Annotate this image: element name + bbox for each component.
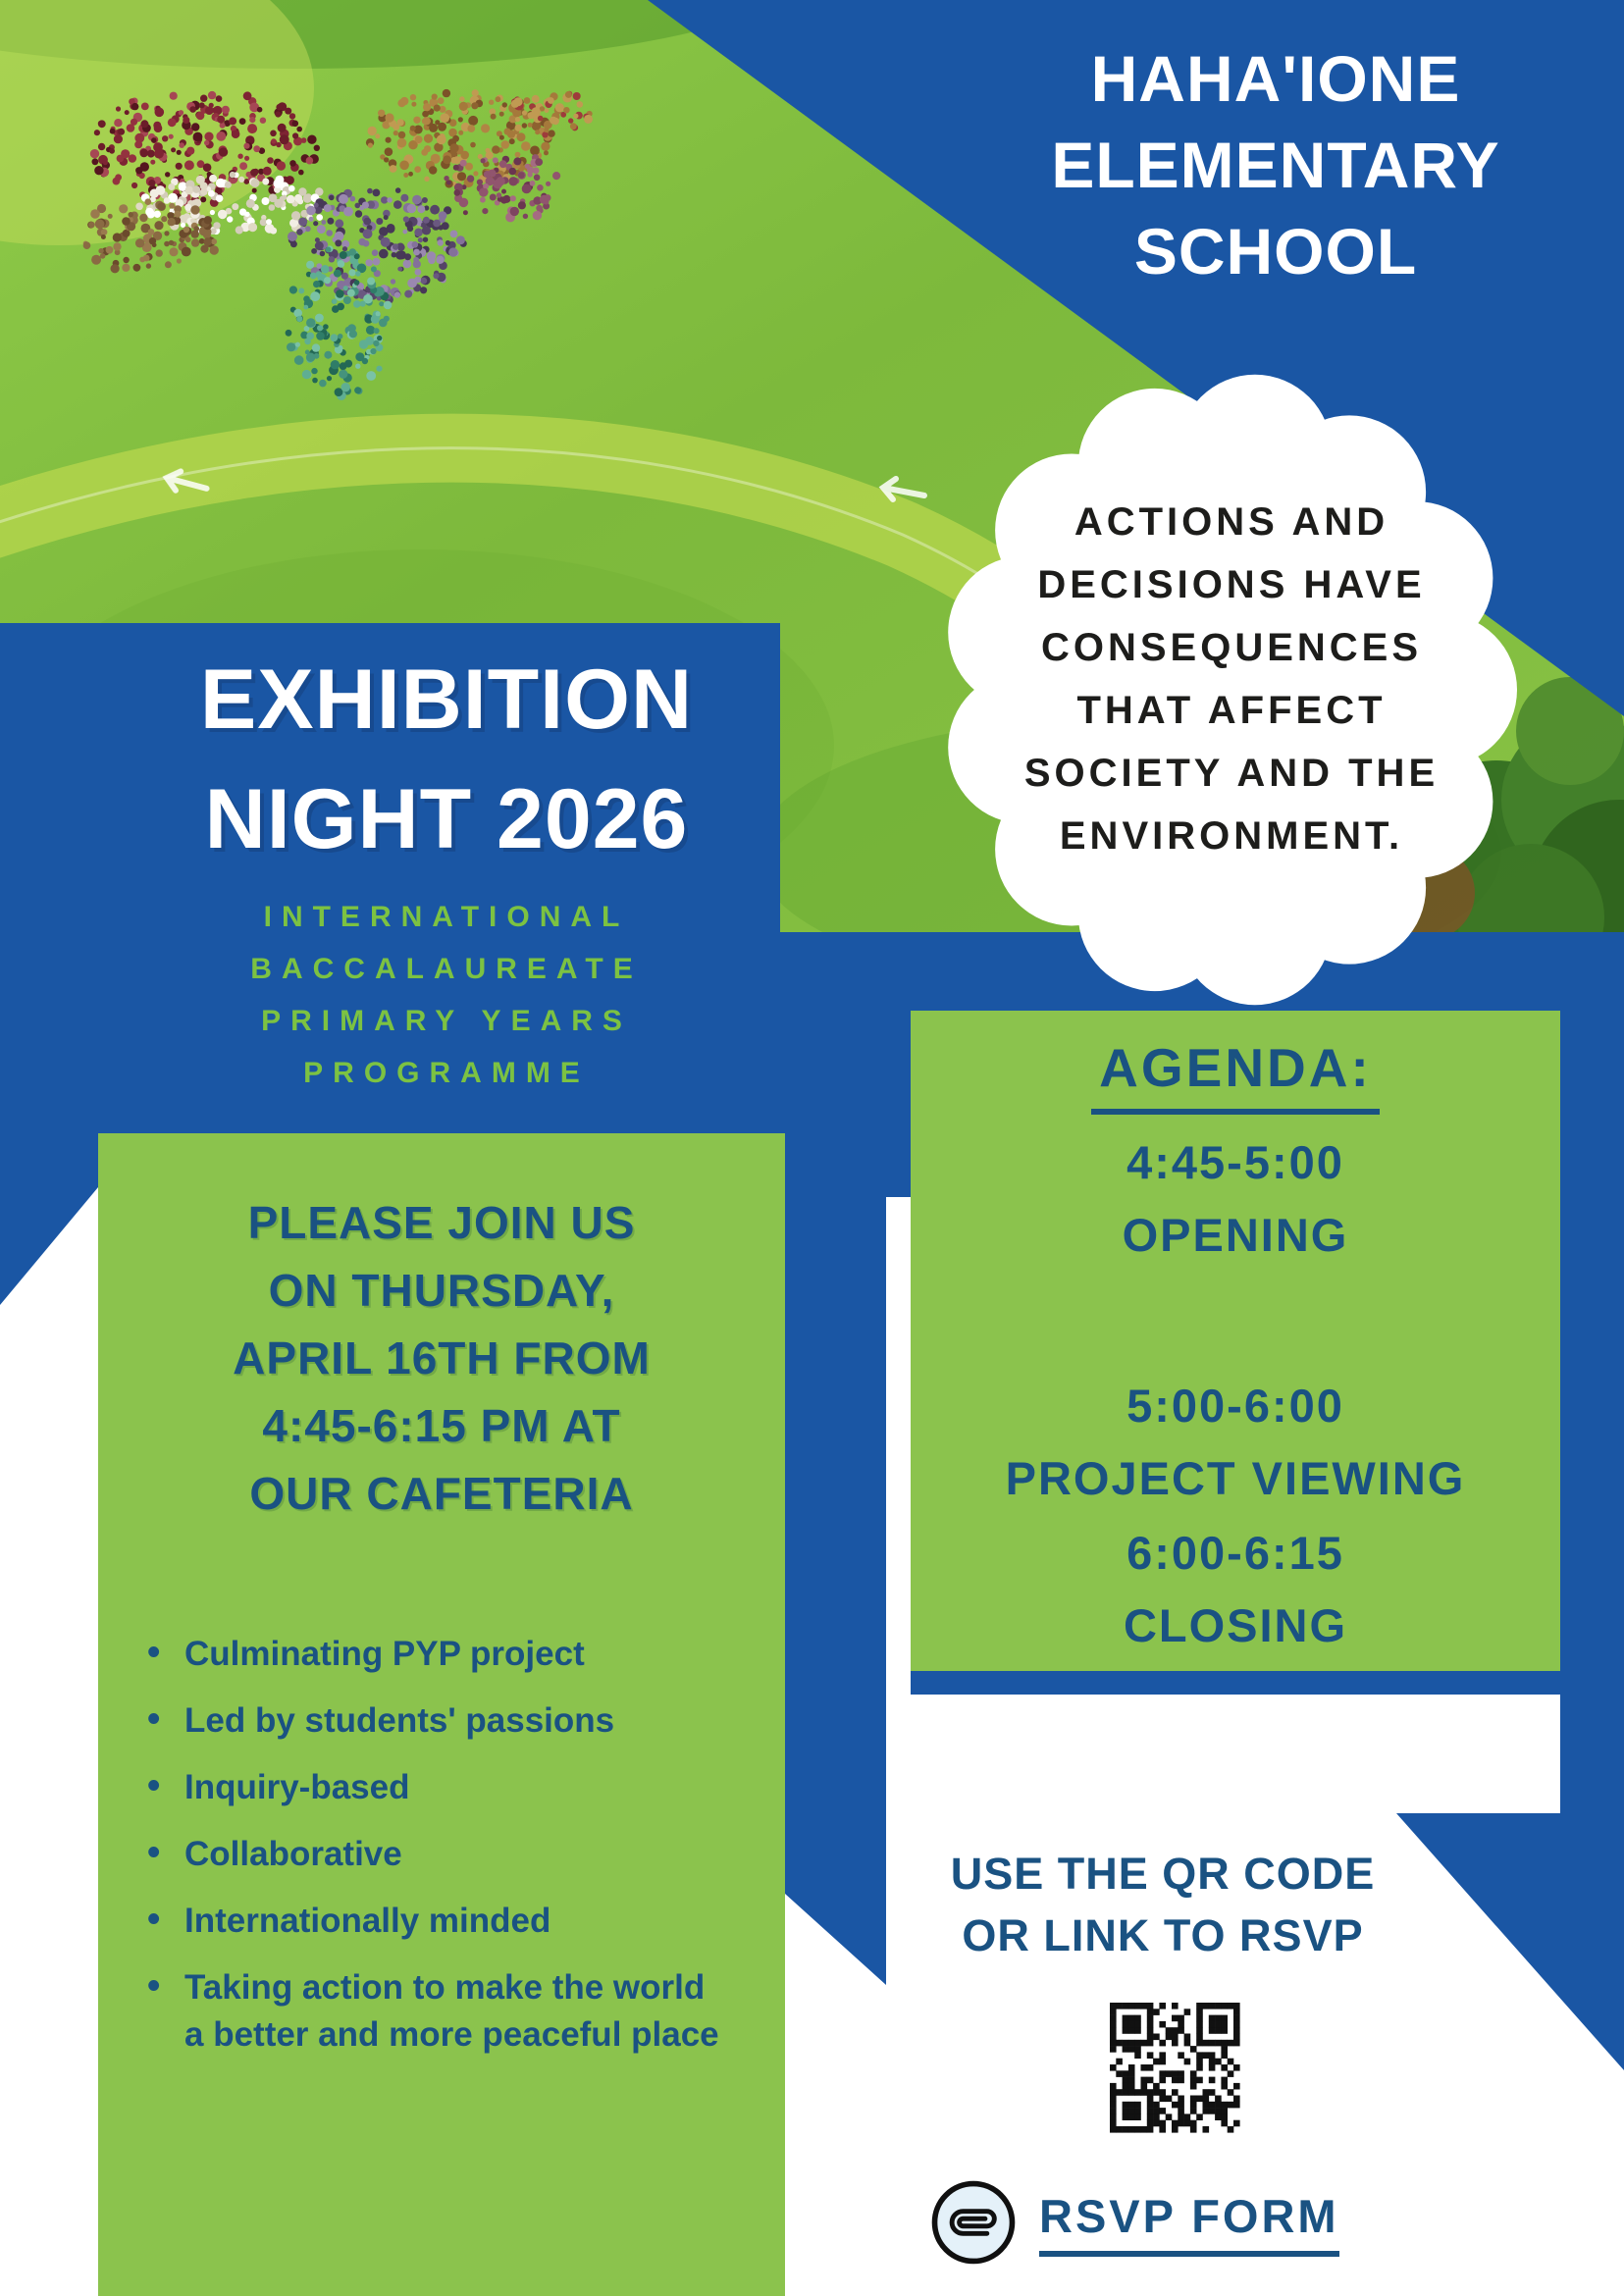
bullet-icon: •: [147, 1632, 161, 1673]
programme-subtitle: [98, 891, 795, 1099]
event-title-line: NIGHT 2026: [204, 772, 689, 866]
invitation-heading-line: APRIL 16TH FROM: [233, 1332, 651, 1383]
paperclip-icon: [927, 2176, 1020, 2269]
list-item: • Inquiry-based: [145, 1764, 724, 1811]
list-item: • Internationally minded: [145, 1898, 724, 1945]
programme-line: INTERNATIONAL: [263, 901, 630, 933]
agenda-heading: AGENDA:: [911, 1036, 1560, 1115]
qr-code[interactable]: [1101, 1994, 1248, 2141]
rsvp-instruction-line: OR LINK TO RSVP: [962, 1910, 1364, 1960]
list-item: • Collaborative: [145, 1831, 724, 1878]
school-name: [981, 35, 1570, 294]
agenda-label: CLOSING: [1123, 1599, 1348, 1651]
invitation-heading-line: OUR CAFETERIA: [249, 1468, 634, 1519]
badge-line: CONSEQUENCES: [1040, 626, 1423, 669]
agenda-time: 5:00-6:00: [1126, 1380, 1344, 1432]
school-name-line: HAHA'IONE: [1090, 42, 1461, 115]
agenda-item: [911, 1370, 1560, 1515]
bullet-icon: •: [147, 1765, 161, 1806]
bullet-icon: •: [147, 1832, 161, 1873]
agenda-label: PROJECT VIEWING: [1005, 1452, 1466, 1504]
feature-list: [145, 1631, 724, 2078]
event-title-line: EXHIBITION: [199, 652, 694, 747]
programme-line: BACCALAUREATE: [250, 953, 643, 985]
rsvp-instruction-line: USE THE QR CODE: [950, 1849, 1376, 1899]
event-title: [98, 640, 795, 879]
badge-line: THAT AFFECT: [1076, 689, 1387, 732]
list-item: • Led by students' passions: [145, 1697, 724, 1745]
rsvp-instruction: [913, 1843, 1413, 1966]
badge-line: DECISIONS HAVE: [1037, 563, 1426, 606]
invitation-heading: [98, 1189, 785, 1528]
rsvp-form-link[interactable]: RSVP FORM: [1039, 2189, 1339, 2257]
list-item: • Culminating PYP project: [145, 1631, 724, 1678]
bullet-icon: •: [147, 1965, 161, 2007]
agenda-time: 4:45-5:00: [1126, 1136, 1344, 1188]
central-idea-text: [971, 491, 1492, 867]
badge-line: SOCIETY AND THE: [1023, 752, 1440, 795]
invitation-heading-line: ON THURSDAY,: [268, 1265, 615, 1316]
agenda-time: 6:00-6:15: [1126, 1527, 1344, 1579]
bullet-icon: •: [147, 1899, 161, 1940]
school-name-line: SCHOOL: [1133, 215, 1418, 287]
programme-line: PROGRAMME: [303, 1057, 590, 1089]
agenda-item: [911, 1517, 1560, 1662]
agenda-label: OPENING: [1122, 1209, 1349, 1261]
invitation-heading-line: 4:45-6:15 PM AT: [262, 1400, 621, 1451]
rsvp-link-row: [927, 2176, 1359, 2269]
badge-line: ENVIRONMENT.: [1059, 814, 1404, 858]
programme-line: PRIMARY YEARS: [261, 1005, 632, 1037]
invitation-heading-line: PLEASE JOIN US: [247, 1197, 636, 1248]
bullet-icon: •: [147, 1698, 161, 1740]
agenda-item: [911, 1126, 1560, 1272]
badge-line: ACTIONS AND: [1074, 500, 1389, 544]
school-name-line: ELEMENTARY: [1051, 129, 1500, 201]
list-item: • Taking action to make the world a better and more peaceful place: [145, 1964, 724, 2059]
